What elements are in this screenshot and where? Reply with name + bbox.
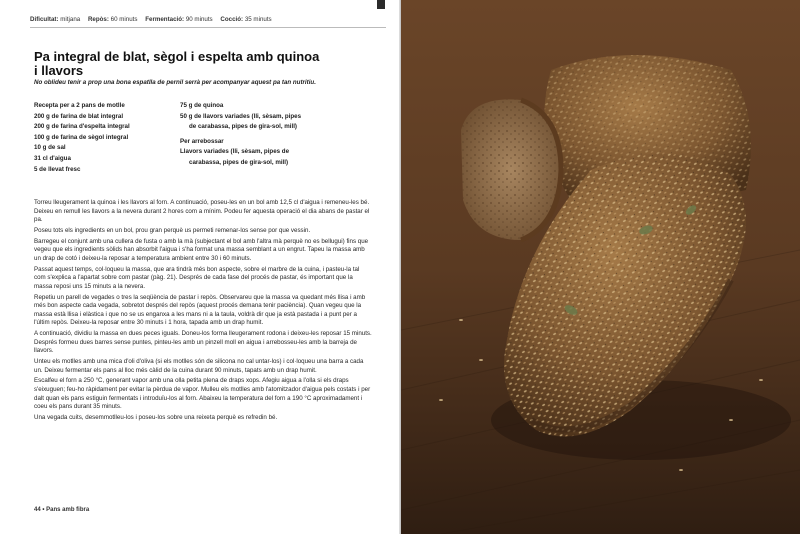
fermentation-value: 90 minuts [185,16,213,23]
recipe-title-line-1: Pa integral de blat, sègol i espelta amb quinoa [34,49,320,64]
coating-item: Llavors variades (lli, sèsam, pipes de [180,148,290,156]
recipe-info-bar [30,16,386,28]
difficulty-label: Dificultat: [30,16,59,23]
ingredient-item: 75 g de quinoa [180,102,224,109]
ingredient-item: 100 g de farina de sègol integral [34,133,129,141]
bread-photo [401,0,800,534]
coating-header: Per arrebossar [180,137,224,145]
method-step: A continuació, dividiu la massa en dues peces iguals. Doneu-los forma lleugerament rodona i deixeu-les reposar 15 minuts. Després formeu dues barres sense puntes, pinteu-les amb un pinzell moll en aigua i arrebosseu-les amb la barreja de llavors. [34,330,372,355]
cooking-value: 35 minuts [244,16,272,23]
method-step: Torreu lleugerament la quinoa i les llavors al forn. A continuació, poseu-les en un bol amb 12,5 cl d'aigua i remeneu-les bé. Deixeu en remull les llavors a la nevera durant 2 hores com a mínim. Podeu fer aquesta operació el dia abans de pastar el pa. [34,199,370,224]
ingredient-item: 200 g de farina de blat integral [34,112,124,120]
method-step: Barregeu el conjunt amb una cullera de fusta o amb la mà (subjectant el bol amb l'altra mà perquè no es bellugui) fins que vegeu que els ingredients sòlids han absorbit l'aigua i s'ha format una massa semblant a un engrut. Tapeu la massa amb un drap de cotó i deixeu-la reposar a temperatura ambient entre 30 i 60 minuts. [34,237,369,262]
ingredient-item: 5 de llevat fresc [34,165,81,173]
footer-separator: • [42,507,45,513]
method-text [34,199,372,425]
ingredient-item: 10 g de sal [34,144,66,152]
recipe-title-line-2: i llavors [34,63,84,78]
ingredients-header: Recepta per a 2 pans de motlle [34,102,125,109]
recipe-subtitle: No oblideu tenir a prop una bona espatlla de pernil serrà per acompanyar aquest pa tan nutritiu. [34,79,316,86]
cooking-label: Cocció: [220,16,244,23]
ingredients-column-1 [34,101,174,175]
ingredient-item: 200 g de farina d'espelta integral [34,123,130,131]
rest-label: Repòs: [87,16,109,23]
difficulty-value: mitjana [60,16,81,23]
right-page-photo [401,0,800,534]
section-name: Pans amb fibra [46,507,90,513]
ingredient-item: 31 cl d'aigua [34,154,71,162]
ingredient-item: 50 g de llavors variades (lli, sèsam, pipes [180,112,302,120]
page-footer [34,507,89,513]
method-step: Escalfeu el forn a 250 °C, generant vapor amb una olla petita plena de draps xops. Afegiu aigua a l'olla si els draps s'eixuguen; feu-ho ràpidament per evitar la pèrdua de vapor. Mulleu els motlles amb l'atomitzador d'aigua pels costats i per dalt quan els pans estiguin fermentats i introduïu-los al forn. Abaixeu la temperatura del forn a 190 °C aproximadament i coeu els pans durant 35 minuts. [34,377,371,411]
method-step: Passat aquest temps, col·loqueu la massa, que ara tindrà més bon aspecte, sobre el marbre de la cuina, i pasteu-la tal com s'explica a l'apartat sobre com pastar (pàg. 21). Després de cada fase del procés de pastar, és important que la massa reposi uns 15 minuts a la nevera. [34,265,360,290]
ingredients-column-2 [180,101,330,169]
coating-item-continued: carabassa, pipes de gira-sol, mill) [189,158,289,166]
method-step: Unteu els motlles amb una mica d'oli d'oliva (si els motlles són de silicona no cal untar-los) i col·loqueu una barra a cada un. Deixeu fermentar els pans al lloc més càlid de la cuina durant 90 minuts, tapats amb un drap humit. [34,358,364,374]
method-step: Repetiu un parell de vegades o tres la seqüència de pastar i repòs. Observareu que la massa va quedant més llisa i amb més bon aspecte cada vegada, sobretot després del repòs (aquest procés demana tenir paciència). Quan vegeu que la massa està llisa i elàstica i que no se us enganxa a les mans ni a la taula, voldrà dir que ja està pastada i a punt per a l'últim repòs. Deixeu-la reposar entre 30 minuts i 1 hora, tapada amb un drap humit. [34,293,366,327]
rest-value: 60 minuts [110,16,138,23]
method-step: Poseu tots els ingredients en un bol, prou gran perquè us permeti remenar-los sense por que vessin. [34,226,311,234]
ingredient-item-continued: de carabassa, pipes de gira-sol, mill) [189,123,297,131]
fermentation-label: Fermentació: [145,16,185,23]
page-number: 44 [34,507,41,513]
page-corner-tab [377,0,385,9]
method-step: Una vegada cuits, desemmotlleu-los i poseu-los sobre una reixeta perquè es refredin bé. [34,413,278,421]
recipe-title [34,50,374,78]
